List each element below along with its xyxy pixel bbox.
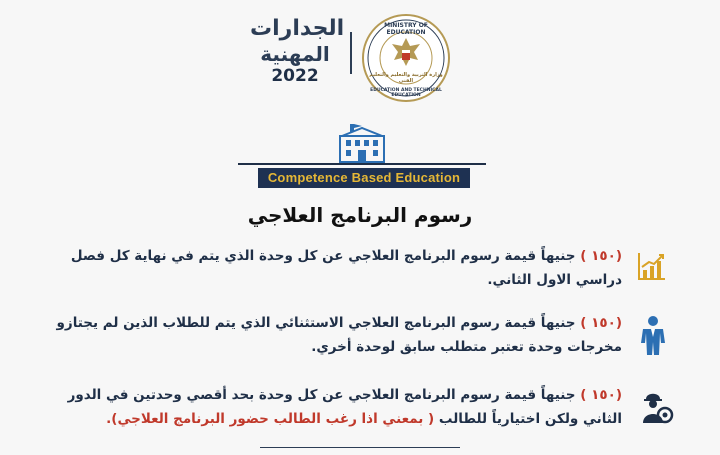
fee-item-text [46,244,622,292]
header-divider [350,32,352,74]
seal-center-text: وزارة التربية والتعليم والتعليم الفني [369,72,443,84]
fee-note: ( بمعني اذا رغب الطالب حضور البرنامج العلاجي). [106,411,435,427]
fee-description: جنيهاً قيمة رسوم البرنامج العلاجي الاستثنائي الذي يتم للطلاب الذين لم يجتازو مخرجات وحدة تعتبر متطلب سابق لوحدة أخري. [56,315,622,355]
banner-label: Competence Based Education [258,168,470,188]
program-title [250,16,345,86]
fee-amount: (١٥٠ ) [580,248,622,264]
title-line-1: الجدارات [250,16,345,41]
fee-item-text [46,383,622,431]
ministry-seal-logo [362,14,450,102]
title-year: 2022 [271,66,319,86]
fee-description: جنيهاً قيمة رسوم البرنامج العلاجي عن كل وحدة الذي يتم في نهاية كل فصل دراسي الاول الثاني. [70,248,622,288]
page-header [0,0,720,125]
fee-item-text [46,311,622,359]
school-building-icon [336,122,388,164]
fee-item [0,240,720,290]
footer-rule [260,447,460,448]
fee-amount: (١٥٠ ) [580,387,622,403]
growth-chart-icon [636,250,668,282]
fee-item [0,383,720,435]
fee-description: جنيهاً قيمة رسوم البرنامج العلاجي عن كل وحدة بحد أقصي وحدتين في الدور الثاني ولكن اختيارياً للطالب [67,387,622,427]
banner-rule [238,163,486,165]
engineer-gear-icon [640,389,674,425]
fee-item [0,311,720,363]
title-line-2: المهنية [260,42,330,66]
cbe-banner [238,118,486,190]
fee-amount: (١٥٠ ) [580,315,622,331]
section-title: رسوم البرنامج العلاجي [247,203,473,227]
seal-top-text: MINISTRY OF EDUCATION [384,22,428,36]
student-person-icon [638,315,668,355]
seal-bottom-text: EDUCATION AND TECHNICAL EDUCATION [370,88,442,98]
